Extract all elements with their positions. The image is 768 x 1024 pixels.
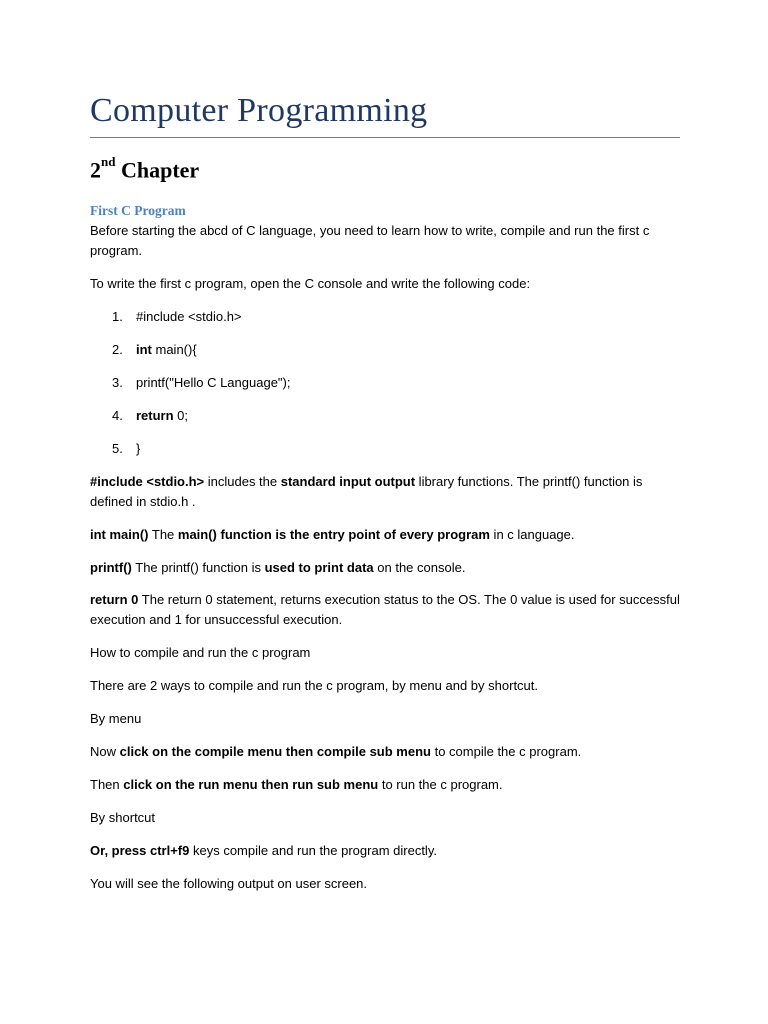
text-run: keys compile and run the program directly. [189,843,437,858]
code-text: 0; [173,408,189,423]
code-text: printf("Hello C Language"); [136,375,291,390]
shortcut-paragraph [90,841,680,861]
text-run: on the console. [373,560,466,575]
text-run: Now [90,744,120,759]
bold-term: click on the compile menu then compile sub menu [119,744,431,759]
compile-paragraph [90,742,680,762]
text-run: The printf() function is [131,560,265,575]
chapter-word: Chapter [120,157,200,183]
bold-term: return 0 [90,592,139,607]
list-number: 1. [112,309,123,324]
code-keyword: return [136,408,174,423]
by-shortcut-label: By shortcut [90,810,156,825]
intro-paragraph: Before starting the abcd of C language, you need to learn how to write, compile and run the first c program. [90,223,650,258]
instruction-paragraph: To write the first c program, open the C console and write the following code: [90,276,531,291]
chapter-suffix: nd [101,154,116,169]
run-paragraph [90,775,680,795]
include-paragraph [90,472,680,512]
text-run: includes the [204,474,281,489]
code-line-5 [112,439,140,459]
code-text: main(){ [151,342,197,357]
chapter-heading [90,154,200,183]
text-run: library functions. The printf() function is defined in stdio.h . [90,474,643,509]
output-note-paragraph: You will see the following output on user screen. [90,876,368,891]
how-to-paragraph: How to compile and run the c program [90,645,311,660]
bold-term: int main() [90,527,149,542]
code-line-4 [112,406,188,426]
code-line-1 [112,307,242,327]
by-menu-label: By menu [90,711,142,726]
code-line-3 [112,373,290,393]
title-underline [90,137,680,138]
code-text: } [136,441,141,456]
text-run: The return 0 statement, returns execution status to the OS. The 0 value is used for successful execution and 1 for unsuccessful execution. [90,592,680,627]
text-run: The [148,527,178,542]
main-paragraph [90,525,680,545]
bold-term: Or, press ctrl+f9 [90,843,190,858]
code-line-2 [112,340,197,360]
list-number: 4. [112,408,123,423]
code-text: #include <stdio.h> [136,309,242,324]
list-number: 2. [112,342,123,357]
bold-term: click on the run menu then run sub menu [123,777,379,792]
bold-term: main() function is the entry point of every program [177,527,490,542]
bold-term: used to print data [264,560,374,575]
document-title: Computer Programming [90,92,428,129]
text-run: to run the c program. [378,777,503,792]
text-run: Then [90,777,124,792]
return-paragraph [90,590,680,630]
bold-term: standard input output [280,474,416,489]
list-number: 5. [112,441,123,456]
chapter-number: 2 [90,157,101,183]
bold-term: #include <stdio.h> [90,474,205,489]
text-run: in c language. [489,527,575,542]
two-ways-paragraph: There are 2 ways to compile and run the c program, by menu and by shortcut. [90,678,539,693]
code-keyword: int [136,342,152,357]
printf-paragraph [90,558,680,578]
bold-term: printf() [90,560,132,575]
list-number: 3. [112,375,123,390]
text-run: to compile the c program. [430,744,582,759]
section-heading: First C Program [90,203,186,218]
